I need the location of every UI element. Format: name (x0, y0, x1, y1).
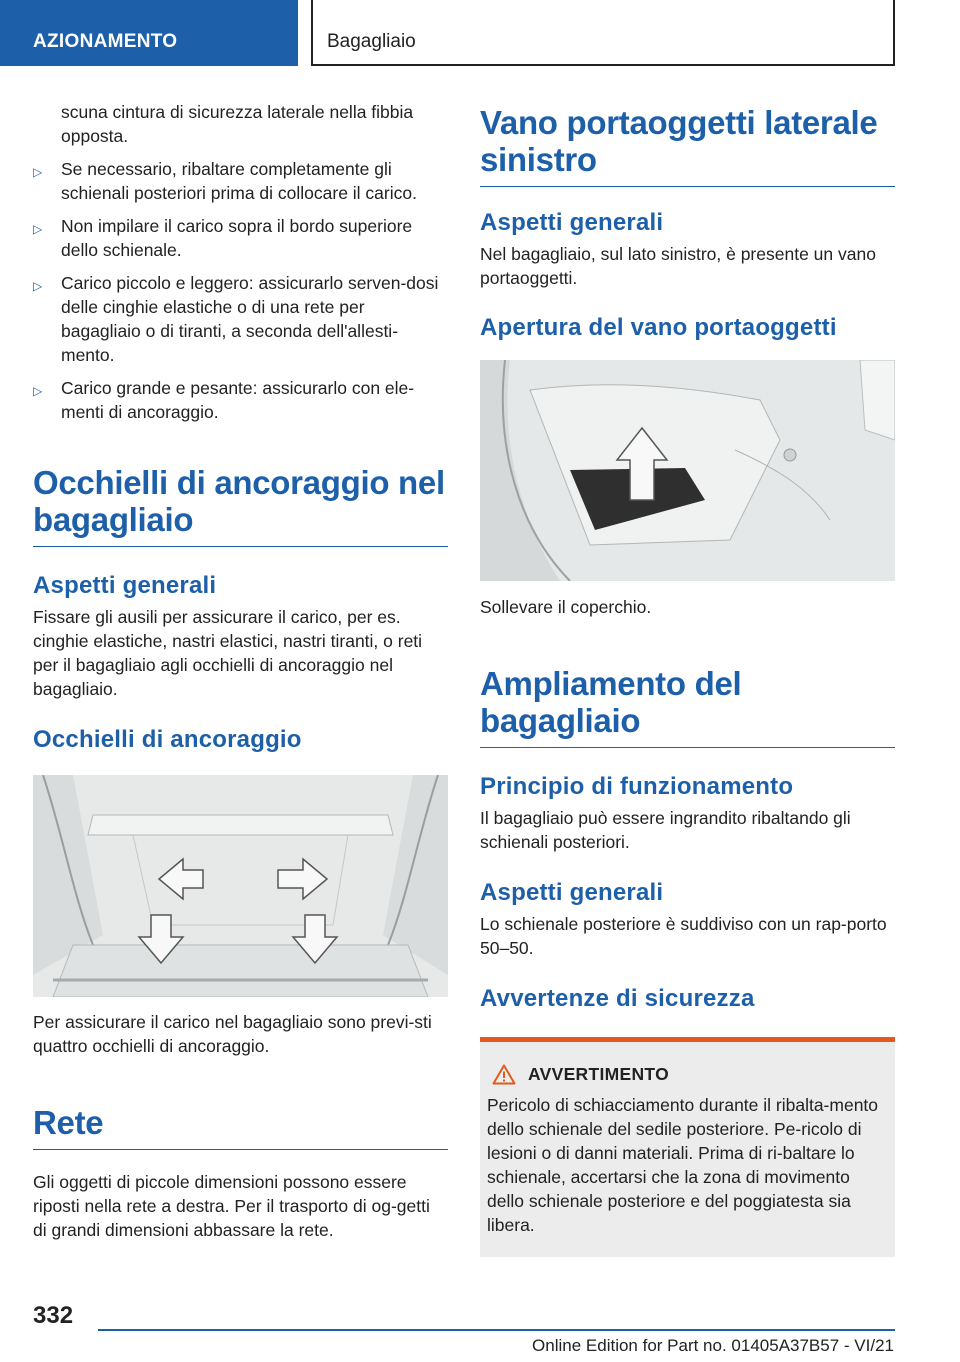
subheading-principio: Principio di funzionamento (480, 773, 794, 800)
subheading-occhielli: Occhielli di ancoraggio (33, 726, 302, 753)
subheading-apertura: Apertura del vano portaoggetti (480, 314, 837, 341)
section-heading-vano: Vano portaoggetti laterale sinistro (480, 104, 895, 187)
chapter-tab: AZIONAMENTO (0, 0, 298, 66)
caption-occhielli: Per assicurare il carico nel bagagliaio sono previ-sti quattro occhielli di ancoraggio. (33, 1012, 432, 1056)
paragraph-aspetti-vano: Nel bagagliaio, sul lato sinistro, è presente un vano portaoggetti. (480, 244, 876, 288)
left-column (33, 100, 448, 1242)
right-column (480, 100, 895, 1257)
bullet-text: Se necessario, ribaltare completamente gli schienali posteriori prima di collocare il carico. (61, 159, 417, 203)
bullet-item (33, 157, 448, 205)
storage-compartment-illustration (480, 360, 895, 581)
subheading-aspetti-generali-vano: Aspetti generali (480, 209, 664, 236)
paragraph-principio: Il bagagliaio può essere ingrandito ribaltando gli schienali posteriori. (480, 808, 851, 852)
trunk-anchor-eyes-illustration (33, 775, 448, 997)
footer-divider (98, 1329, 895, 1331)
warning-title-text: AVVERTIMENTO (528, 1064, 670, 1084)
caption-apertura: Sollevare il coperchio. (480, 597, 652, 617)
subheading-avvertenze: Avvertenze di sicurezza (480, 985, 755, 1012)
triangle-bullet-icon: ▷ (33, 222, 43, 236)
bullet-item (33, 214, 448, 262)
warning-text: Pericolo di schiacciamento durante il ribalta-mento dello schienale del sedile posteriore. Pe-ricolo di lesioni o di danni materiali. Prima di ri-baltare lo schienale, accertarsi che la zona di movimento dello schienale posteriore e del poggiatesta sia libera. (487, 1095, 879, 1235)
paragraph-aspetti-2: Lo schienale posteriore è suddiviso con un rap-porto 50–50. (480, 914, 887, 958)
bullet-text: Carico piccolo e leggero: assicurarlo serven-dosi delle cinghie elastiche o di una rete per bagagliaio o di tiranti, a seconda dell'allesti-mento. (61, 273, 439, 365)
page-number: 332 (33, 1302, 74, 1329)
triangle-bullet-icon: ▷ (33, 384, 43, 398)
paragraph-aspetti: Fissare gli ausili per assicurare il carico, per es. cinghie elastiche, nastri elastici, nastri tiranti, o reti per il bagagliaio agli occhielli di ancoraggio nel bagagliaio. (33, 607, 423, 699)
bullet-text: Non impilare il carico sopra il bordo superiore dello schienale. (61, 216, 413, 260)
warning-title (487, 1064, 887, 1085)
section-heading-occhielli: Occhielli di ancoraggio nel bagagliaio (33, 464, 448, 547)
footer-edition-text: Online Edition for Part no. 01405A37B57 - VI/21 (532, 1336, 894, 1355)
warning-triangle-icon (492, 1064, 516, 1085)
section-heading-rete: Rete (33, 1104, 448, 1150)
subheading-aspetti-generali: Aspetti generali (33, 572, 217, 599)
topic-header: Bagagliaio (311, 0, 895, 66)
bullet-item (33, 376, 448, 424)
subheading-aspetti-generali-2: Aspetti generali (480, 879, 664, 906)
warning-box (480, 1037, 895, 1257)
bullet-item (33, 271, 448, 367)
triangle-bullet-icon: ▷ (33, 279, 43, 293)
triangle-bullet-icon: ▷ (33, 165, 43, 179)
paragraph-rete: Gli oggetti di piccole dimensioni possono essere riposti nella rete a destra. Per il trasporto di og-getti di grandi dimensioni abbassare la rete. (33, 1172, 430, 1240)
bullet-text: Carico grande e pesante: assicurarlo con ele-menti di ancoraggio. (61, 378, 415, 422)
continuation-text: scuna cintura di sicurezza laterale nella fibbia opposta. (61, 102, 414, 146)
section-heading-ampliamento: Ampliamento del bagagliaio (480, 665, 895, 748)
